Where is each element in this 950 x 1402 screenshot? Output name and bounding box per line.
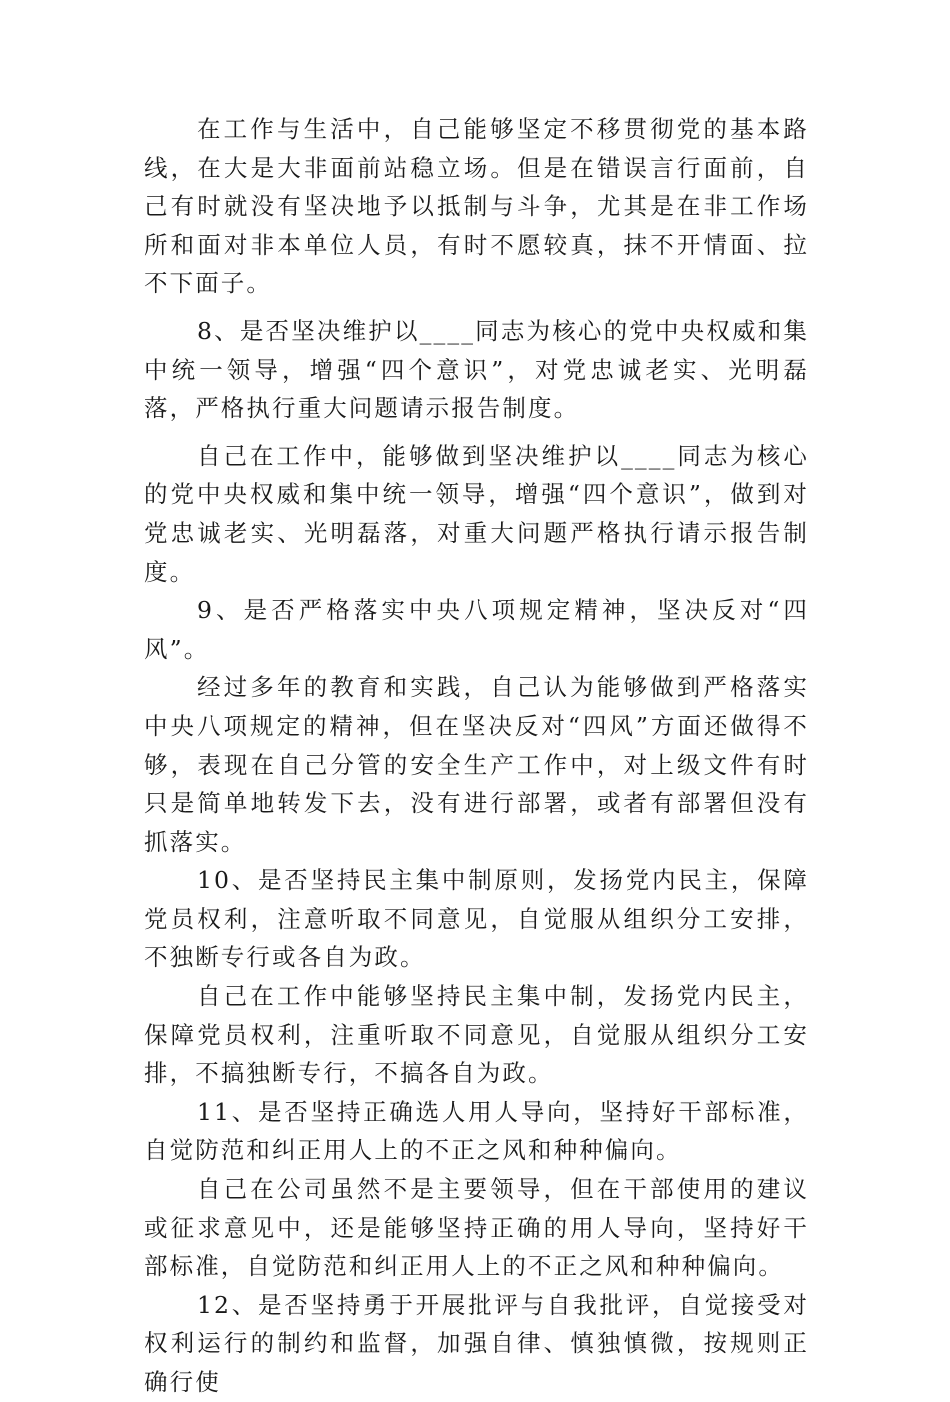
paragraph-question-9: 9、是否严格落实中央八项规定精神，坚决反对“四风”。 — [144, 596, 809, 663]
document-body — [144, 110, 809, 1402]
paragraph-answer-basic-line: 在工作与生活中，自己能够坚定不移贯彻党的基本路线，在大是大非面前站稳立场。但是在错误言行面前，自己有时就没有坚决地予以抵制与斗争，尤其是在非工作场所和面对非本单位人员，有时不愿较真，抹不开情面、拉不下面子。 — [144, 115, 809, 298]
paragraph-question-11: 11、是否坚持正确选人用人导向，坚持好干部标准，自觉防范和纠正用人上的不正之风和种种偏向。 — [144, 1097, 809, 1165]
paragraph-question-10: 10、是否坚持民主集中制原则，发扬党内民主，保障党员权利，注意听取不同意见，自觉服从组织分工安排，不独断专行或各自为政。 — [144, 866, 809, 972]
paragraph-question-8: 8、是否坚决维护以____同志为核心的党中央权威和集中统一领导，增强“四个意识”，对党忠诚老实、光明磊落，严格执行重大问题请示报告制度。 — [144, 316, 809, 423]
paragraph-answer-10: 自己在工作中能够坚持民主集中制，发扬党内民主，保障党员权利，注重听取不同意见，自觉服从组织分工安排，不搞独断专行，不搞各自为政。 — [144, 982, 809, 1088]
paragraph-answer-8: 自己在工作中，能够做到坚决维护以____同志为核心的党中央权威和集中统一领导，增强“四个意识”，做到对党忠诚老实、光明磊落，对重大问题严格执行请示报告制度。 — [144, 441, 809, 586]
paragraph-question-12: 12、是否坚持勇于开展批评与自我批评，自觉接受对权利运行的制约和监督，加强自律、慎独慎微，按规则正确行使 — [144, 1290, 809, 1396]
paragraph-answer-9: 经过多年的教育和实践，自己认为能够做到严格落实中央八项规定的精神，但在坚决反对“四风”方面还做得不够，表现在自己分管的安全生产工作中，对上级文件有时只是简单地转发下去，没有进行部署，或者有部署但没有抓落实。 — [144, 673, 809, 856]
paragraph-answer-11: 自己在公司虽然不是主要领导，但在干部使用的建议或征求意见中，还是能够坚持正确的用人导向，坚持好干部标准，自觉防范和纠正用人上的不正之风和种种偏向。 — [144, 1175, 809, 1281]
